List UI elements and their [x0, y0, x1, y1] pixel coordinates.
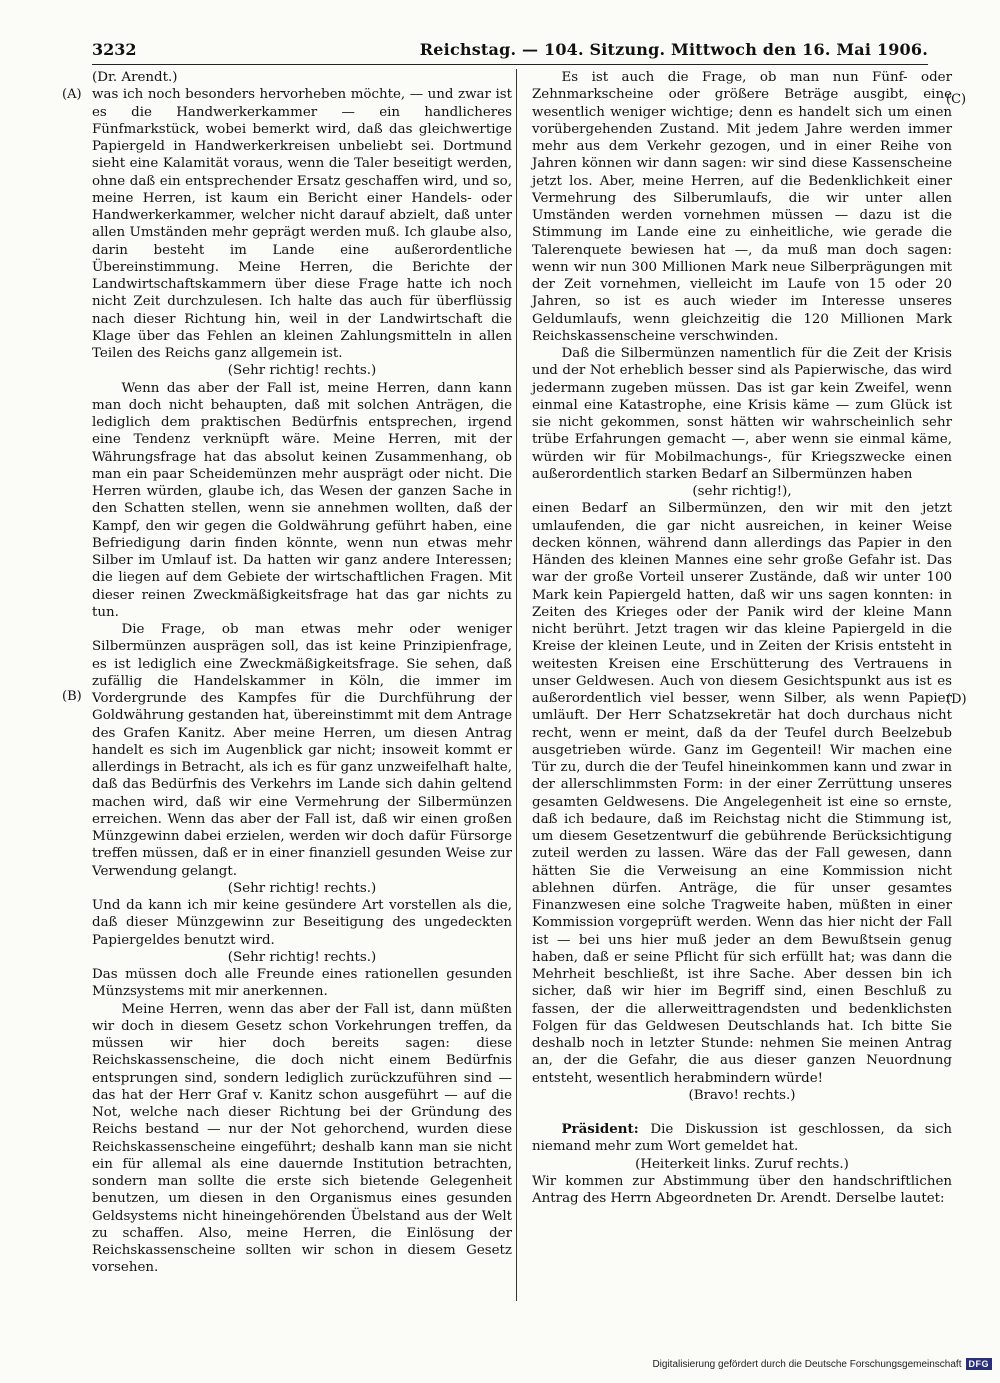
paragraph: Es ist auch die Frage, ob man nun Fünf- oder Zehnmarkscheine oder größere Beträge ausgibt, eine wesentlich weniger wichtige; denn es handelt sich um einen vorübergehenden Zustand. Mit jedem Jahre werden immer mehr aus dem Verkehr gezogen, und in einer Reihe von Jahren können wir dann sagen: wir sind diese Kassenscheine jetzt los. Aber, meine Herren, auf die Bedenklichkeit einer Vermehrung des Silberumlaufs, die wir unter allen Umständen werden vornehmen müssen — dazu ist die Stimmung im Lande eine zu einheitliche, wie gerade die Talerenquete bewiesen hat —, da muß man doch sagen: wenn wir nun 300 Millionen Mark neue Silberprägungen mit der Zeit vornehmen, vielleicht im Laufe von 15 oder 20 Jahren, so ist es auch wieder im Interesse unseres Geldumlaufs, wenn gleichzeitig die 120 Millionen Mark Reichskassenscheine verschwinden.	[532, 70, 952, 344]
footer-text: Digitalisierung gefördert durch die Deutsche Forschungsgemeinschaft	[652, 1358, 962, 1370]
paragraph: Wir kommen zur Abstimmung über den handschriftlichen Antrag des Herrn Abgeordneten Dr. Arendt. Derselbe lautet:	[532, 1173, 952, 1206]
president-text: Die Diskussion ist geschlossen, da sich niemand mehr zum Wort gemeldet hat.	[532, 1122, 952, 1155]
interjection: (sehr richtig!),	[692, 484, 792, 499]
paragraph: Wenn das aber der Fall ist, meine Herren, dann kann man doch nicht behaupten, daß mit solchen Anträgen, die lediglich dem praktischen Bedürfnis entsprechen, irgend eine Tendenz verknüpft wäre. Meine Herren, mit der Währungsfrage hat das absolut keinen Zusammenhang, ob man ein paar Scheidemünzen mehr ausprägt oder nicht. Die Herren würden, glaube ich, das Wesen der ganzen Sache in den Schatten stellen, wenn sie annehmen wollten, daß der Kampf, den wir gegen die Goldwährung geführt haben, eine Befriedigung darin finden könnte, wenn nun etwas mehr Silber im Umlauf ist. Da hatten wir ganz andere Interessen; die liegen auf dem Gebiete der wirtschaftlichen Fragen. Mit dieser reinen Zweckmäßigkeitsfrage hat das gar nichts zu tun.	[92, 380, 512, 620]
page-header	[92, 40, 928, 66]
page-number: 3232	[92, 40, 137, 59]
interjection: (Sehr richtig! rechts.)	[227, 949, 377, 965]
margin-marker-b: (B)	[62, 689, 82, 704]
paragraph: Die Frage, ob man etwas mehr oder weniger Silbermünzen ausprägen soll, das ist keine Prinzipienfrage, es ist lediglich eine Zweckmäßigkeitsfrage. Sie sehen, daß zufällig die Handelskammer in Köln, die immer im Vordergrunde des Kampfes für die Durchführung der Goldwährung gestanden hat, übereinstimmt mit dem Antrage des Grafen Kanitz. Aber meine Herren, um diesen Antrag handelt es sich im Augenblick gar nicht; insoweit kommt er allerdings in Betracht, als ich es für ganz unzweifelhaft halte, daß das Bedürfnis des Verkehrs im Lande sich dahin geltend machen wird, daß wir eine Vermehrung der Silbermünzen erreichen. Wenn das aber der Fall ist, daß wir einen großen Münzgewinn dabei erzielen, werden wir doch dafür Fürsorge treffen müssen, daß er in einer finanziell gesunden Weise zur Verwendung gelangt.	[92, 622, 512, 879]
interjection: (Sehr richtig! rechts.)	[227, 880, 377, 896]
paragraph: Das müssen doch alle Freunde eines rationellen gesunden Münzsystems mit mir anerkennen.	[92, 967, 512, 1000]
left-column	[92, 69, 512, 1277]
interjection: (Bravo! rechts.)	[688, 1087, 796, 1103]
footer-credit	[652, 1358, 992, 1370]
running-title: Reichstag. — 104. Sitzung. Mittwoch den 16. Mai 1906.	[419, 40, 928, 59]
president-label: Präsident:	[561, 1121, 639, 1137]
president-statement	[532, 1121, 952, 1156]
right-column	[532, 69, 952, 1207]
speaker-label: (Dr. Arendt.)	[92, 70, 178, 85]
header-rule	[92, 64, 928, 65]
paragraph: Daß die Silbermünzen namentlich für die Zeit der Krisis und der Not erheblich besser sind als Papierwische, das wird jedermann zugeben müssen. Das ist gar kein Zweifel, wenn einmal eine Katastrophe, eine Krisis käme — zum Glück ist sie nicht gekommen, sonst hätten wir wahrscheinlich sehr trübe Erfahrungen gemacht —, aber wenn sie einmal käme, würden wir für Mobilmachungs-, für Kriegszwecke einen außerordentlich starken Bedarf an Silbermünzen haben	[532, 346, 952, 482]
paragraph: Und da kann ich mir keine gesündere Art vorstellen als die, daß dieser Münzgewinn zur Beseitigung des ungedeckten Papiergeldes benutzt wird.	[92, 898, 512, 948]
margin-marker-d: (D)	[946, 692, 967, 707]
paragraph: Meine Herren, wenn das aber der Fall ist, dann müßten wir doch in diesem Gesetz schon Vorkehrungen treffen, da müssen wir hier doch bereits sagen: diese Reichskassenscheine, die doch nicht einem Bedürfnis entsprungen sind, sondern lediglich zurückzuführen sind — das hat der Herr Graf v. Kanitz schon ausgeführt — auf die Not, welche nach dieser Richtung bei der Gründung des Reichs bestand — nur der Not gehorchend, wurden diese Reichskassenscheine eingeführt; deshalb kann man sie nicht ein für allemal als eine dauernde Institution betrachten, sondern man sollte die erste sich bietende Gelegenheit benutzen, um diesen in den Organismus eines gesunden Geldsystems nicht hineingehörenden Übelstand aus der Welt zu schaffen. Also, meine Herren, die Einlösung der Reichskassenscheine sollten wir schon in diesem Gesetz vorsehen.	[92, 1001, 512, 1276]
interjection: (Sehr richtig! rechts.)	[227, 363, 377, 379]
paragraph: was ich noch besonders hervorheben möchte, — und zwar ist es die Handwerkerkammer — ein handlicheres Fünfmarkstück, wobei bemerkt wird, daß das gleichwertige Papiergeld in Handwerkerkreisen unbeliebt sei. Dortmund sieht eine Kalamität voraus, wenn die Taler beseitigt werden, ohne daß ein entsprechender Ersatz geschaffen wird, und so, meine Herren, ist kaum ein Bericht einer Handels- oder Handwerkerkammer, welcher nicht darauf abzielt, daß unter allen Umständen mehr geprägt werden muß. Ich glaube also, darin besteht im Lande eine außerordentliche Übereinstimmung. Meine Herren, die Berichte der Landwirtschaftskammern über diese Frage hatte ich noch nicht Zeit durchzulesen. Ich halte das auch für überflüssig nach dieser Richtung hin, weil in der Landwirtschaft die Klage über das Fehlen an kleinen Zahlungsmitteln in allen Teilen des Reichs ganz allgemein ist.	[92, 87, 512, 361]
dfg-logo: DFG	[966, 1358, 993, 1370]
column-divider	[516, 69, 517, 1301]
interjection: (Heiterkeit links. Zuruf rechts.)	[635, 1156, 849, 1172]
margin-marker-c: (C)	[946, 92, 967, 107]
paragraph: einen Bedarf an Silbermünzen, den wir mit den jetzt umlaufenden, die gar nicht ausreichen, in keiner Weise decken können, während dann allerdings das Papier in den Händen des kleinen Mannes eine sehr große Gefahr ist. Das war der große Vorteil unserer Zustände, daß wir unter 100 Mark kein Papiergeld hatten, daß wir uns sagen konnten: in Zeiten des Krieges oder der Panik wird der kleine Mann nicht berührt. Jetzt tragen wir das kleine Papiergeld in die Kreise der kleinen Leute, und in Zeiten der Krisis entsteht in weitesten Kreisen eine Erschütterung des Vertrauens in unser Geldwesen. Auch von diesem Gesichtspunkt aus ist es außerordentlich viel besser, wenn Silber, als wenn Papier umläuft. Der Herr Schatzsekretär hat doch durchaus nicht recht, wenn er meint, daß da der Teufel durch Beelzebub ausgetrieben würde. Ganz im Gegenteil! Wir machen eine Tür zu, durch die der Teufel hineinkommen kann und zwar in der allerschlimmsten Form: in der einer Zerrüttung unseres gesamten Geldwesens. Die Angelegenheit ist eine so ernste, daß ich bedaure, daß im Reichstag nicht die Stimmung ist, um diesem Gesetzentwurf die gebührende Berücksichtigung zuteil werden zu lassen. Wäre das der Fall gewesen, dann hätten Sie die Verweisung an eine Kommission nicht ablehnen dürfen. Anträge, die für unser gesamtes Finanzwesen eine solche Tragweite haben, müßten in einer Kommission vorgeprüft werden. Wenn das hier nicht der Fall ist — bei uns hier muß jeder an dem Bewußtsein genug haben, daß er seine Pflicht für sich erfüllt hat; was dann die Mehrheit beschließt, ist ihre Sache. Aber dessen bin ich sicher, daß wir hier im Begriff sind, einen Beschluß zu fassen, der die allerweittragendsten und bedenklichsten Folgen für das Geldwesen Deutschlands hat. Ich bitte Sie deshalb noch in letzter Stunde: nehmen Sie meinen Antrag an, der die Gefahr, die aus dieser ganzen Neuordnung entsteht, wesentlich herabmindern würde!	[532, 501, 952, 1086]
margin-marker-a: (A)	[62, 87, 82, 102]
